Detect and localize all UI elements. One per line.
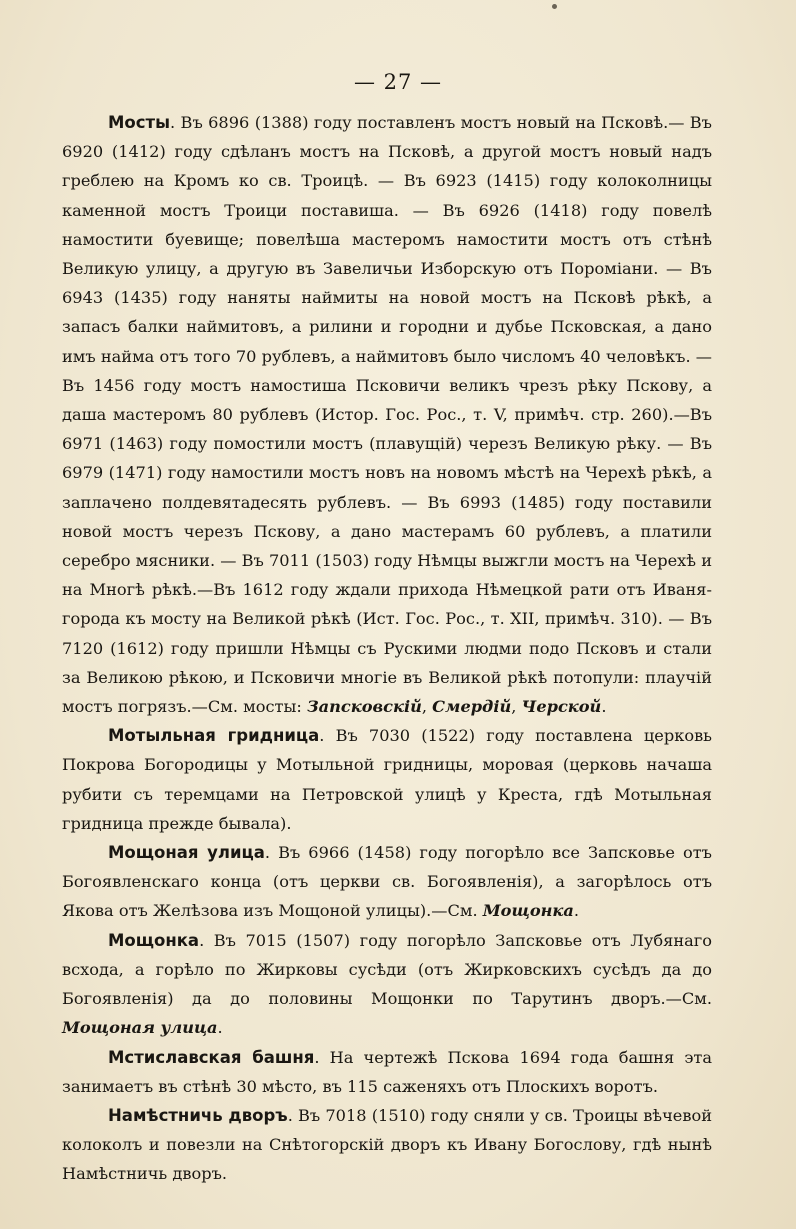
punctuation: . — [217, 1018, 223, 1038]
entry-namestnich-dvor — [62, 1101, 712, 1189]
entry-text: . Въ 7030 (1522) году поставлена церковь Покрова Богородицы у Мотыльной гридницы, моровая (церковь начаша рубити съ теремцами на Петровской улицѣ у Креста, гдѣ Мотыльная гридница прежде бывала). — [62, 726, 712, 833]
punctuation: , — [421, 697, 433, 717]
entry-mosty — [62, 108, 712, 721]
entry-heading: Намѣстничь дворъ — [108, 1105, 288, 1125]
entry-text: . Въ 6966 (1458) году погорѣло все Запсковье отъ Богоявленскаго конца (отъ церкви св. Богоявленія), а загорѣлось отъ Якова отъ Желѣзова изъ Мощоной улицы).—См. — [62, 843, 712, 921]
entry-motylnaya-gridnica — [62, 721, 712, 838]
entry-mstislavskaya-bashnya — [62, 1043, 712, 1101]
punctuation: . — [573, 901, 580, 921]
entry-moshchonaya-ulica — [62, 838, 712, 926]
entry-heading: Мотыльная гридница — [108, 726, 320, 746]
page-number: — 27 — — [353, 70, 443, 94]
cross-reference: Запсковскій — [306, 697, 422, 717]
punctuation: , — [511, 697, 522, 717]
entry-heading: Мощоная улица — [108, 843, 265, 863]
entry-moshchonka — [62, 926, 712, 1043]
cross-reference: Смердій — [432, 697, 512, 717]
entry-text: . Въ 6896 (1388) году поставленъ мостъ новый на Псковѣ.— Въ 6920 (1412) году сдѣланъ мостъ на Псковѣ, а другой мостъ новый надъ греблею на Кромъ ко св. Троицѣ. — Въ 6923 (1415) году колоколницы каменной мостъ Троици поставиша. — Въ 6926 (1418) году повелѣ намостити буевище; повелѣша мастеромъ намостити мостъ отъ стѣнѣ Великую улицу, а другую въ Завеличьи Изборскую отъ Пороміани. — Въ 6943 (1435) году наняты наймиты на новой мостъ на Псковѣ рѣкѣ, а запасъ балки наймитовъ, а рилини и городни и дубье Псковская, а дано имъ найма отъ того 70 рублевъ, а наймитовъ было числомъ 40 человѣкъ. — Въ 1456 году мостъ намостиша Псковичи великъ чрезъ рѣку Пскову, а даша мастеромъ 80 рублевъ (Истор. Гос. Рос., т. V, примѣч. стр. 260).—Въ 6971 (1463) году помостили мостъ (плавущій) черезъ Великую рѣку. — Въ 6979 (1471) году намостили мостъ новъ на новомъ мѣстѣ на Черехѣ рѣкѣ, а заплачено полдевятадесять рублевъ. — Въ 6993 (1485) году поставили новой мостъ черезъ Пскову, а дано мастерамъ 60 рублевъ, а платили серебро мясники. — Въ 7011 (1503) году Нѣмцы выжгли мостъ на Черехѣ и на Многѣ рѣкѣ.—Въ 1612 году ждали прихода Нѣмецкой рати отъ Иваня-города къ мосту на Великой рѣкѣ (Ист. Гос. Рос., т. XII, примѣч. 310). — Въ 7120 (1612) году пришли Нѣмцы съ Рускими людми подо Псковъ и стали за Великою рѣкою, и Псковичи многіе въ Великой рѣкѣ потопули: плаучій мостъ погрязъ.—См. мосты: — [62, 113, 712, 717]
ink-dot — [552, 4, 557, 9]
punctuation: . — [601, 697, 607, 717]
entry-heading: Мосты — [108, 113, 171, 132]
entry-text: . На чертежѣ Пскова 1694 года башня эта занимаетъ въ стѣнѣ 30 мѣсто, въ 115 саженяхъ отъ Плоскихъ воротъ. — [62, 1047, 712, 1096]
entry-text: . Въ 7018 (1510) году сняли у св. Троицы вѣчевой колоколъ и повезли на Снѣтогорскій дворъ къ Ивану Богослову, гдѣ нынѣ Намѣстничь дворъ. — [62, 1105, 713, 1184]
cross-reference: Мощонка — [482, 901, 574, 921]
cross-reference: Мощоная улица — [62, 1018, 218, 1038]
entry-heading: Мощонка — [108, 930, 200, 950]
entry-heading: Мстиславская башня — [108, 1047, 315, 1067]
cross-reference: Черской — [521, 697, 602, 717]
page-body — [62, 108, 712, 1189]
entry-text: . Въ 7015 (1507) году погорѣло Запсковье отъ Лубянаго всхода, а горѣло по Жирковы сусѣди (отъ Жирковскихъ сусѣдъ да до Богоявленія) да до половины Мощонки по Тарутинъ дворъ.—См. — [62, 930, 712, 1009]
